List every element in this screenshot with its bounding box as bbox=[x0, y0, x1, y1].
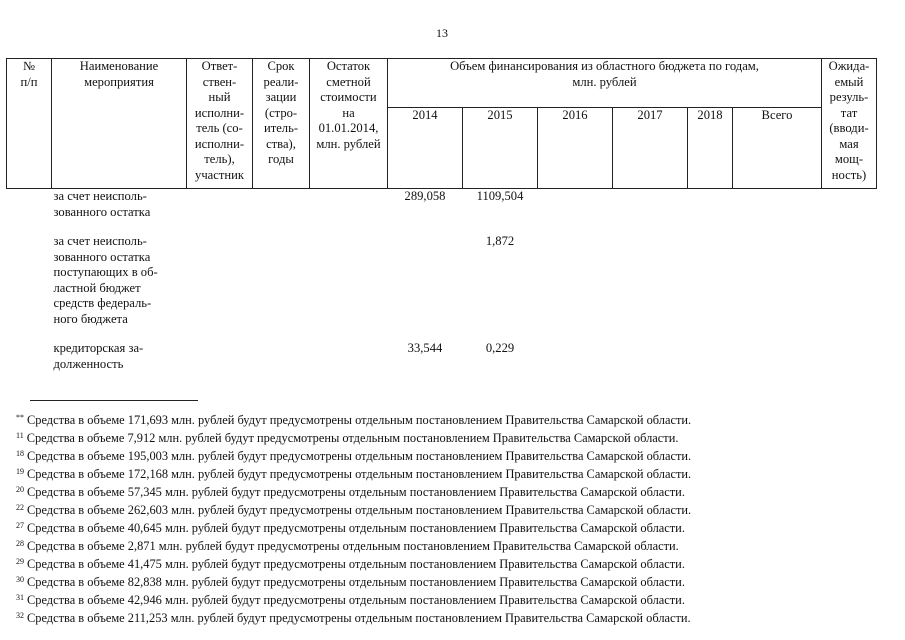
row-value-2015: 1109,504 bbox=[476, 189, 524, 203]
footnote bbox=[16, 464, 691, 482]
row-value-2015: 1,872 bbox=[485, 234, 515, 248]
footnote-text: Средства в объеме 172,168 млн. рублей будут предусмотрены отдельным постановлением Правительства Самарской области. bbox=[27, 467, 692, 481]
footnote-text: Средства в объеме 42,946 млн. рублей будут предусмотрены отдельным постановлением Правительства Самарской области. bbox=[27, 593, 685, 607]
footnote-separator bbox=[30, 400, 198, 401]
footnote-text: Средства в объеме 41,475 млн. рублей будут предусмотрены отдельным постановлением Правительства Самарской области. bbox=[27, 557, 685, 571]
header-remainder: Остаток сметной стоимости на 01.01.2014, млн. рублей bbox=[310, 59, 388, 189]
footnote bbox=[16, 590, 691, 608]
footnote bbox=[16, 482, 691, 500]
footnote bbox=[16, 536, 691, 554]
header-year-2018: 2018 bbox=[688, 108, 733, 189]
footnote-text: Средства в объеме 40,645 млн. рублей будут предусмотрены отдельным постановлением Правительства Самарской области. bbox=[27, 521, 685, 535]
table-row bbox=[7, 341, 877, 386]
footnote bbox=[16, 410, 691, 428]
footnote-text: Средства в объеме 7,912 млн. рублей будут предусмотрены отдельным постановлением Правительства Самарской области. bbox=[26, 431, 679, 445]
footnote-text: Средства в объеме 262,603 млн. рублей будут предусмотрены отдельным постановлением Правительства Самарской области. bbox=[27, 503, 692, 517]
row-value-2014: 33,544 bbox=[407, 341, 443, 355]
footnote-text: Средства в объеме 195,003 млн. рублей будут предусмотрены отдельным постановлением Правительства Самарской области. bbox=[27, 449, 692, 463]
header-responsible: Ответ- ствен- ный исполни- тель (со- исполни- тель), участник bbox=[187, 59, 253, 189]
row-value-2014 bbox=[388, 234, 463, 341]
footnote-mark: 30 bbox=[16, 575, 24, 584]
row-value-2015: 0,229 bbox=[485, 341, 515, 355]
footnote-text: Средства в объеме 211,253 млн. рублей будут предусмотрены отдельным постановлением Правительства Самарской области. bbox=[27, 611, 691, 625]
header-term: Срок реали- зации (стро- итель- ства), годы bbox=[253, 59, 310, 189]
footnotes bbox=[16, 410, 691, 626]
footnote-mark: 20 bbox=[16, 485, 24, 494]
header-num: № п/п bbox=[7, 59, 52, 189]
footnote-mark: 29 bbox=[16, 557, 24, 566]
row-name: за счет неисполь- зованного остатка bbox=[53, 189, 151, 219]
header-year-2017: 2017 bbox=[613, 108, 688, 189]
footnote-mark: 19 bbox=[16, 467, 24, 476]
header-funding: Объем финансирования из областного бюджета по годам, млн. рублей bbox=[388, 59, 822, 108]
header-name: Наименование мероприятия bbox=[52, 59, 187, 189]
footnote-text: Средства в объеме 82,838 млн. рублей будут предусмотрены отдельным постановлением Правительства Самарской области. bbox=[27, 575, 685, 589]
footnote-mark: 11 bbox=[16, 431, 24, 440]
footnote bbox=[16, 446, 691, 464]
row-name: кредиторская за- долженность bbox=[53, 341, 144, 371]
table-header-row bbox=[7, 59, 877, 108]
header-total: Всего bbox=[733, 108, 822, 189]
footnote-mark: 18 bbox=[16, 449, 24, 458]
footnote-mark: 28 bbox=[16, 539, 24, 548]
footnote bbox=[16, 428, 691, 446]
footnote-mark: ** bbox=[16, 413, 24, 422]
footnote-text: Средства в объеме 2,871 млн. рублей будут предусмотрены отдельным постановлением Правительства Самарской области. bbox=[27, 539, 679, 553]
footnote bbox=[16, 500, 691, 518]
funding-table bbox=[6, 58, 877, 386]
page-number: 13 bbox=[436, 26, 448, 40]
header-year-2015: 2015 bbox=[463, 108, 538, 189]
header-expected: Ожида- емый резуль- тат (вводи- мая мощ- ность) bbox=[822, 59, 877, 189]
footnote-mark: 27 bbox=[16, 521, 24, 530]
footnote-text: Средства в объеме 57,345 млн. рублей будут предусмотрены отдельным постановлением Правительства Самарской области. bbox=[27, 485, 685, 499]
footnote-mark: 31 bbox=[16, 593, 24, 602]
header-year-2014: 2014 bbox=[388, 108, 463, 189]
footnote-text: Средства в объеме 171,693 млн. рублей будут предусмотрены отдельным постановлением Правительства Самарской области. bbox=[27, 413, 692, 427]
row-name: за счет неисполь- зованного остатка поступающих в об- ластной бюджет средств федераль- ного бюджета bbox=[53, 234, 158, 326]
footnote bbox=[16, 554, 691, 572]
table-row bbox=[7, 189, 877, 235]
footnote bbox=[16, 608, 691, 626]
footnote bbox=[16, 572, 691, 590]
row-value-2014: 289,058 bbox=[404, 189, 446, 203]
footnote-mark: 22 bbox=[16, 503, 24, 512]
table-row bbox=[7, 234, 877, 341]
header-year-2016: 2016 bbox=[538, 108, 613, 189]
footnote-mark: 32 bbox=[16, 611, 24, 620]
footnote bbox=[16, 518, 691, 536]
